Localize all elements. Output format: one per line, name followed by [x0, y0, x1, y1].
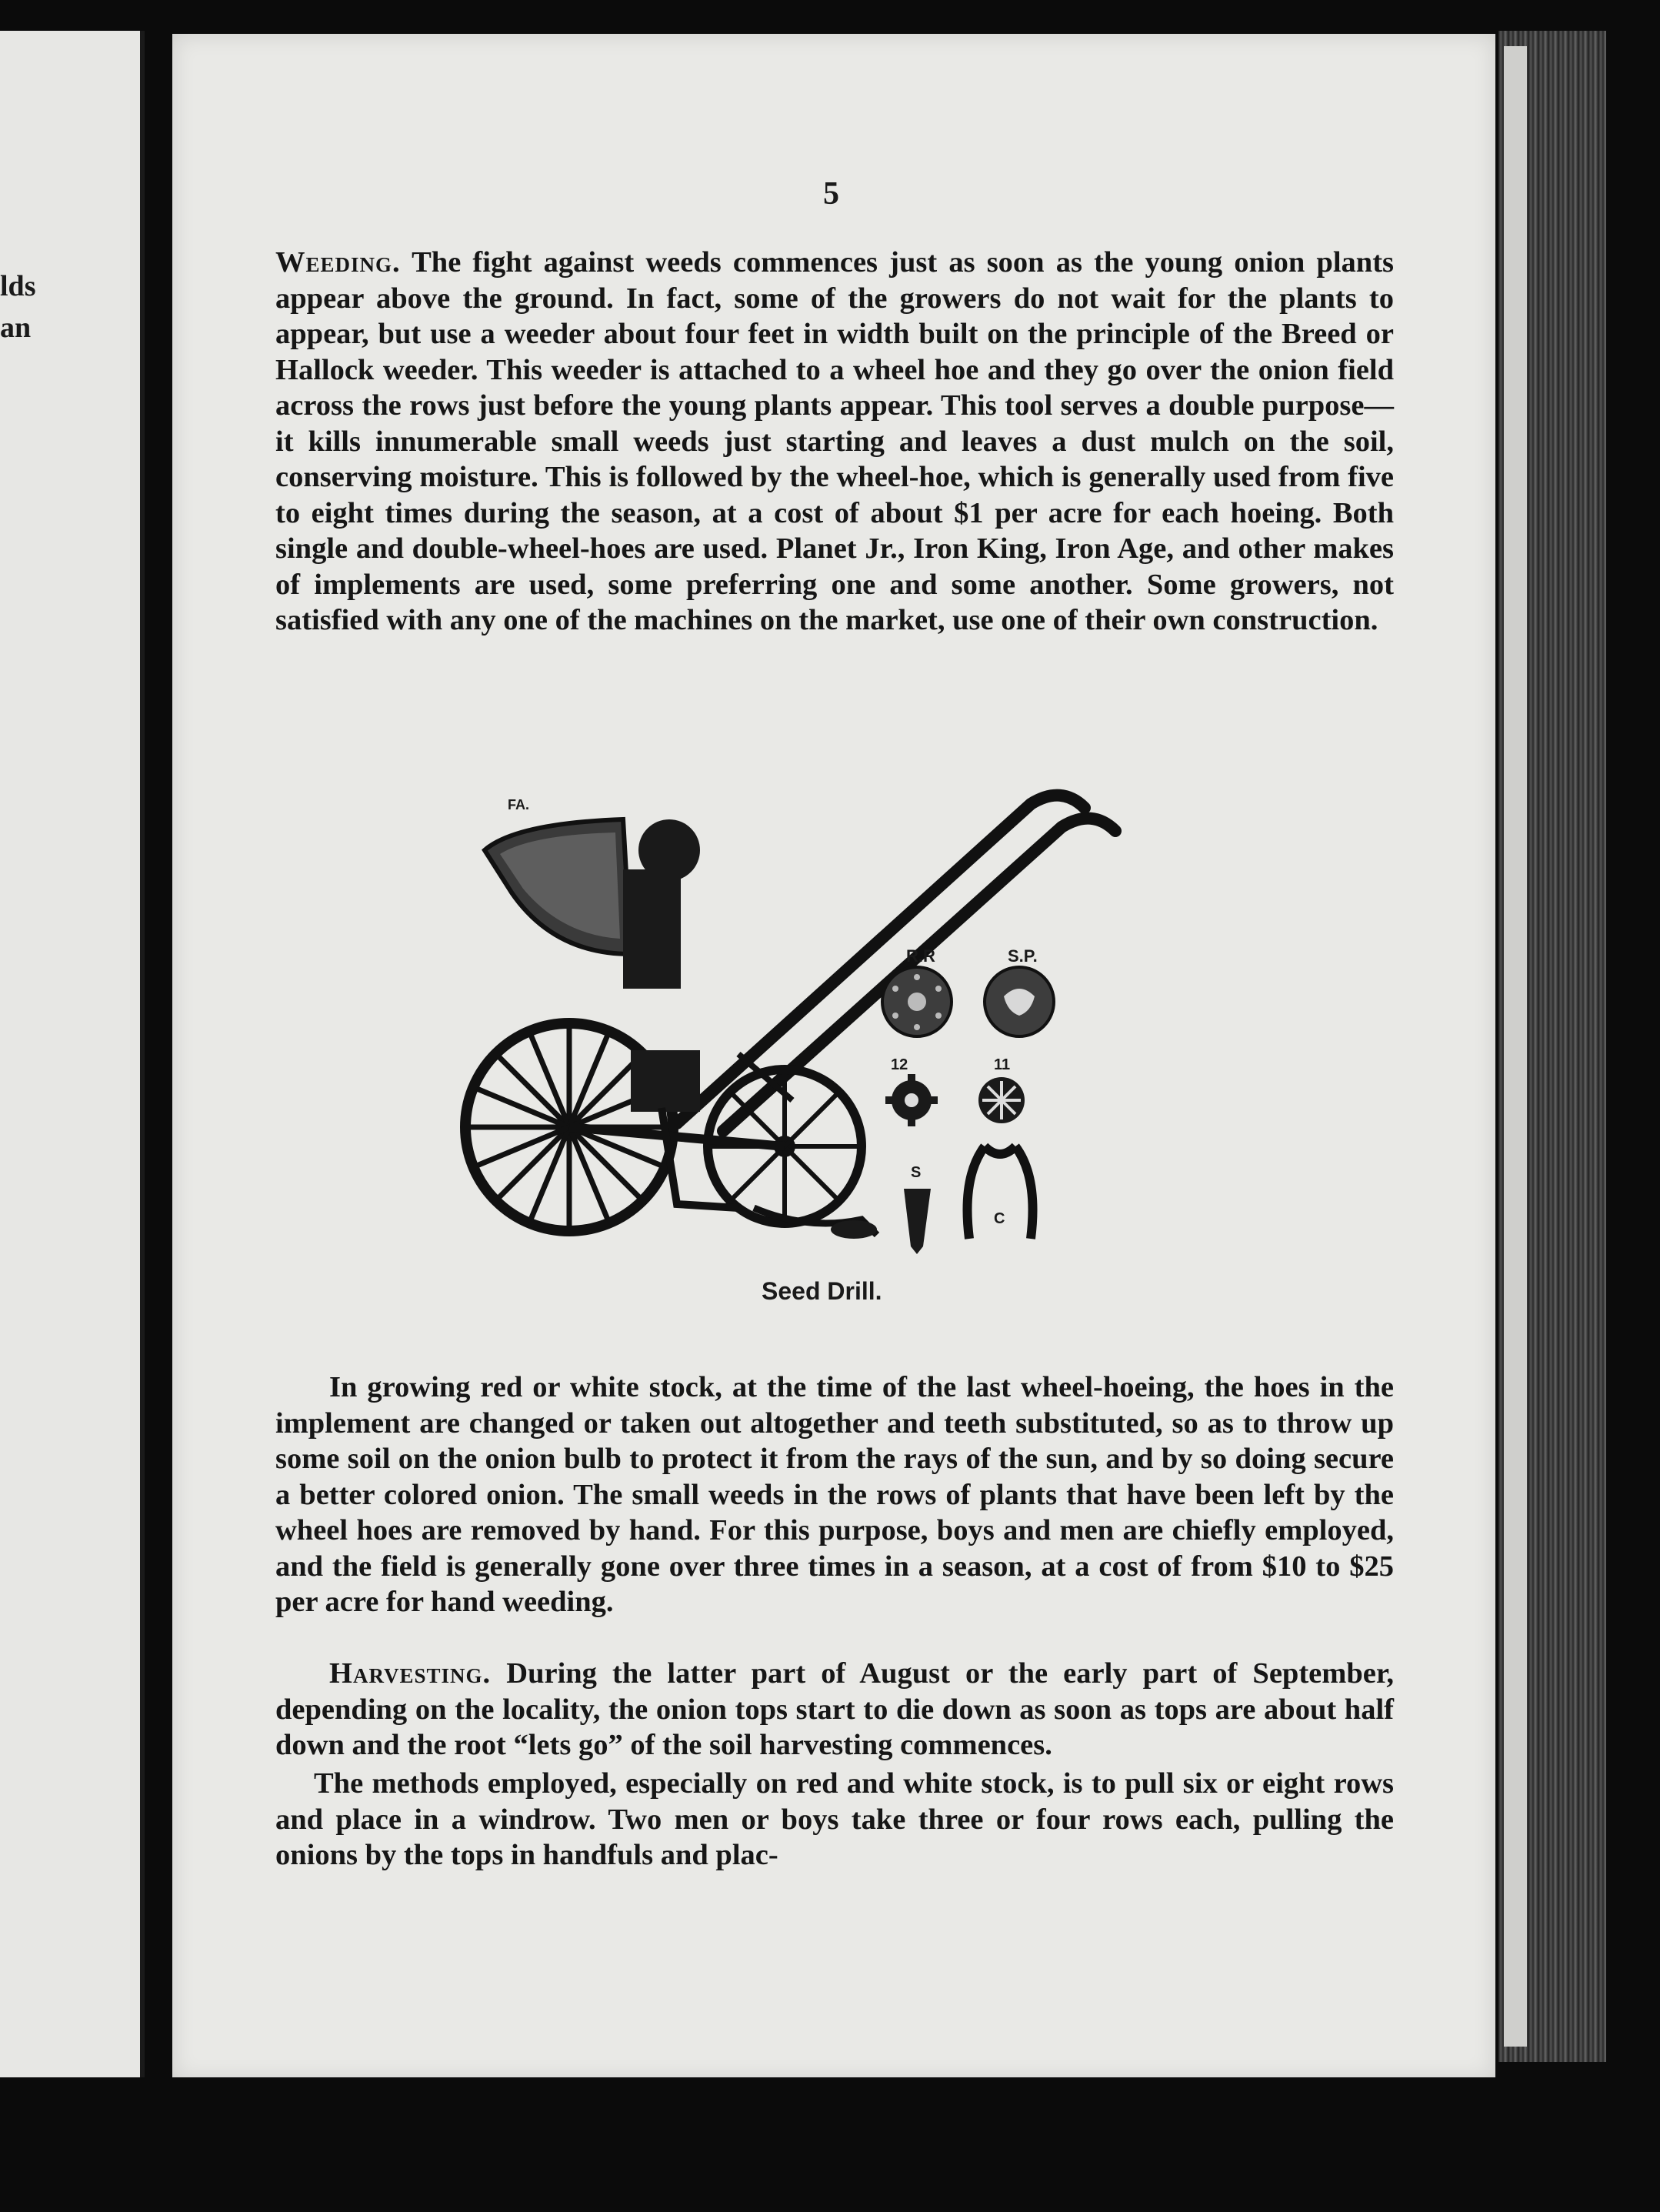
harvesting-heading: Harvesting. [329, 1657, 492, 1690]
previous-page-text [0, 265, 35, 349]
stock-paragraph: In growing red or white stock, at the time of the last wheel-hoeing, the hoes in the implement are changed or taken out altogether and teeth substituted, so as to throw up some soil on the onion bulb to protect it from the rays of the sun, and by so doing secure a better colored onion. The small weeds in the rows of plants that have been left by the wheel hoes are removed by hand. For this purpose, boys and men are chiefly employed, and the field is generally gone over three times in a season, at a cost of from $10 to $25 per acre for hand weeding. [275, 1371, 1394, 1618]
weeding-paragraph [275, 245, 1394, 639]
previous-page [0, 31, 145, 2077]
weeding-heading: Weeding. [275, 246, 401, 279]
seed-cup [631, 1050, 700, 1112]
weeding-text: The fight against weeds commences just as soon as the young onion plants appear above the ground. In fact, some of the growers do not wait for the plants to appear, but use a weeder about four feet in width built on the principle of the Breed or Hallock weeder. This weeder is attached to a wheel hoe and they go over the onion field across the rows just before the young plants appear. This tool serves a double purpose—it kills innumerable small weeds just starting and leaves a dust mulch on the soil, conserving moisture. This is followed by the wheel-hoe, which is generally used from five to eight times during the season, at a cost of about $1 per acre for each hoeing. Both single and double-wheel-hoes are used. Planet Jr., Iron King, Iron Age, and other makes of implements are used, some preferring one and some another. Some growers, not satisfied with any one of the machines on the market, use one of their own construction. [275, 246, 1394, 636]
scan-margin-bottom [0, 2077, 1660, 2212]
gear-12 [885, 1074, 938, 1126]
plate-rr [882, 967, 952, 1036]
label-c: C [994, 1210, 1005, 1227]
hopper-bracket [623, 869, 681, 989]
figure-caption: Seed Drill. [762, 1277, 882, 1305]
harvesting-paragraph [275, 1656, 1394, 1763]
page-stack-edge-light [1504, 46, 1527, 2047]
shovel-s [904, 1189, 931, 1254]
page-number: 5 [823, 176, 839, 212]
previous-page-fragment: an [0, 312, 32, 344]
label-rr: R.R [906, 946, 935, 966]
label-fa: FA. [508, 797, 530, 812]
methods-paragraph: The methods employed, especially on red and white stock, is to pull six or eight rows and place in a windrow. Two men or boys take three or four rows each, pulling the onions by the tops in handfuls and plac- [275, 1767, 1394, 1871]
label-s: S [911, 1164, 922, 1181]
roller-foot [831, 1220, 877, 1239]
previous-page-fragment: lds [0, 270, 36, 302]
seed-drill-figure [446, 777, 1215, 1269]
label-11: 11 [994, 1056, 1011, 1073]
plate-sp [985, 967, 1054, 1036]
label-12: 12 [891, 1056, 908, 1073]
gear-11 [978, 1077, 1025, 1123]
label-sp: S.P. [1008, 946, 1038, 966]
seed-drill-illustration [446, 777, 1215, 1269]
harvesting-text: During the latter part of August or the early part of September, depending on the locality, the onion tops start to die down as soon as tops are about half down and the root “lets go” of the soil harvesting commences. [275, 1657, 1394, 1761]
